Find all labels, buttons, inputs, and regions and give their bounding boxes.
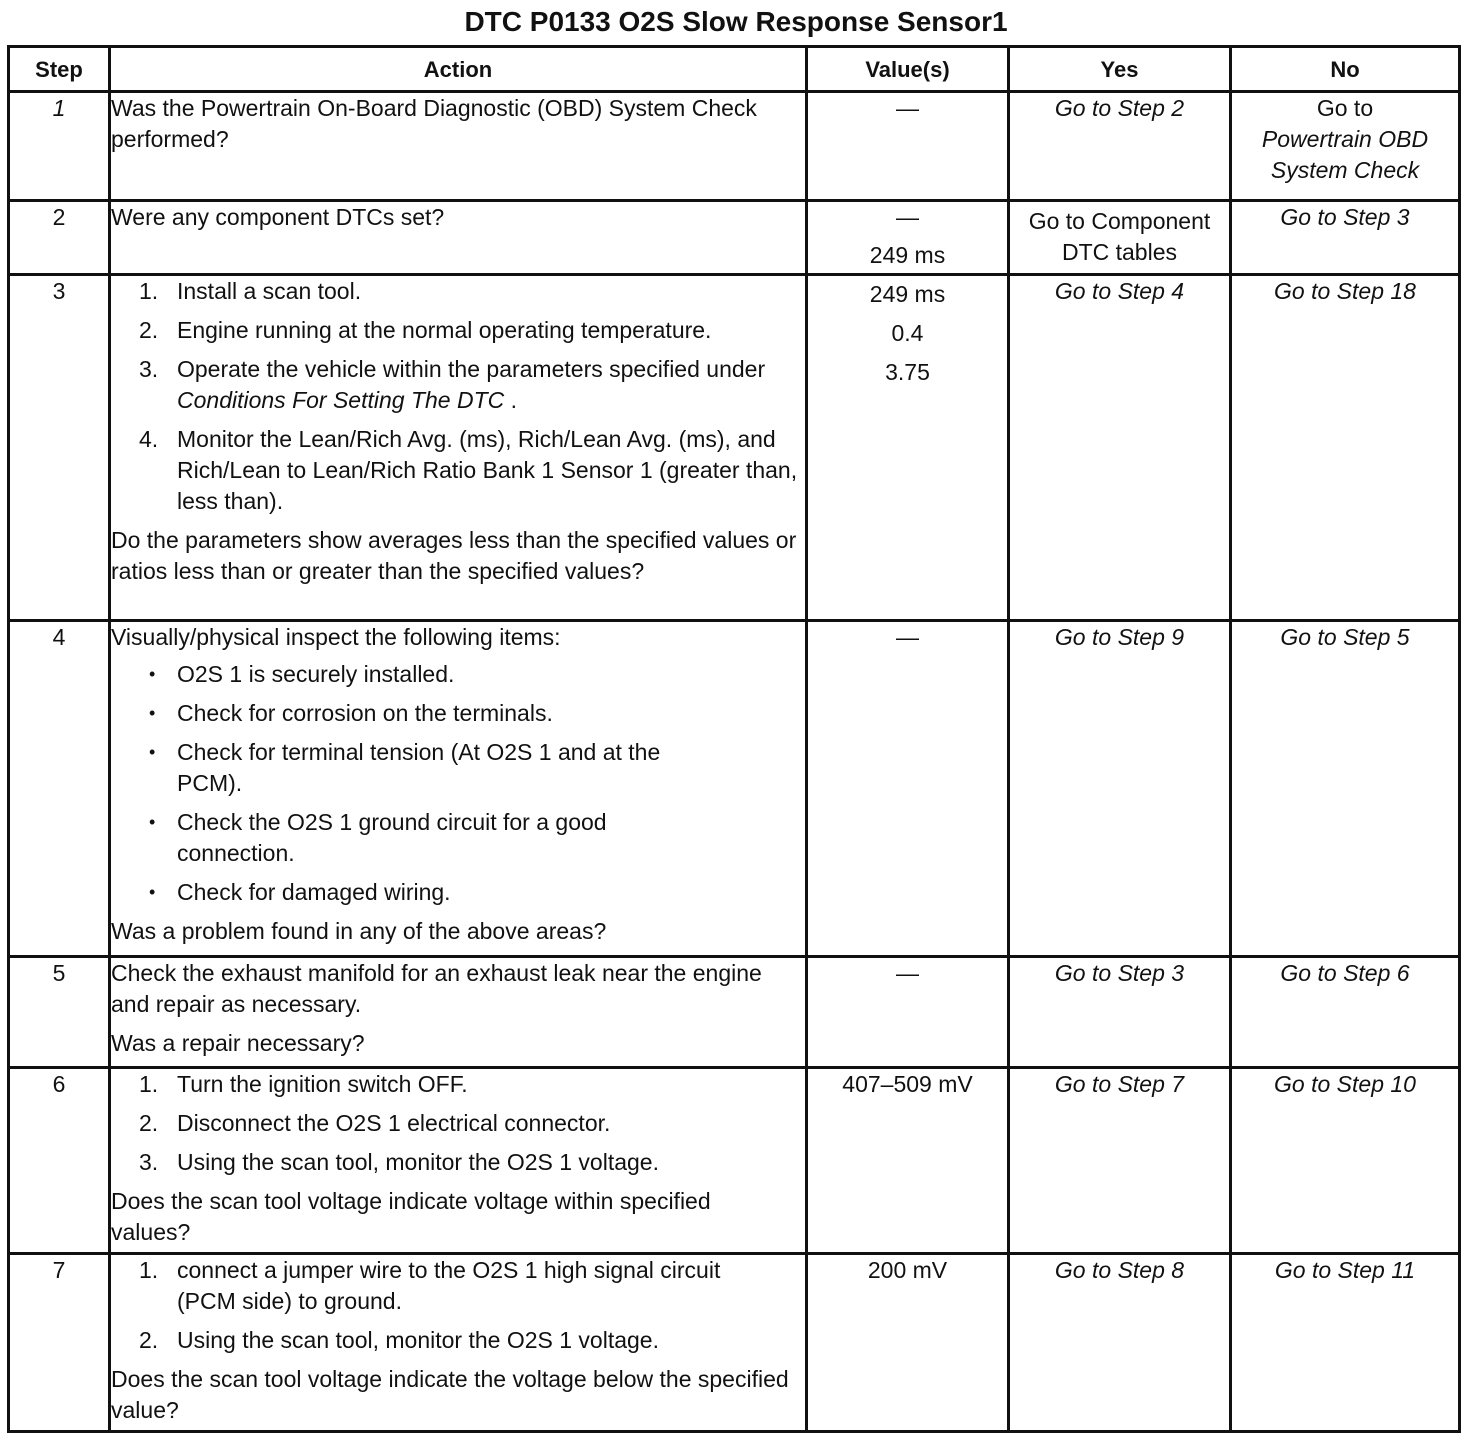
value-lean-rich-avg: 249 ms: [869, 242, 946, 268]
list-item: 1. Turn the ignition switch OFF.: [139, 1071, 468, 1097]
no-cell: Go to Step 6: [1231, 957, 1460, 1068]
step-number: 6: [9, 1068, 110, 1254]
step-number: 2: [9, 201, 110, 275]
list-item: • O2S 1 is securely installed.: [149, 661, 455, 687]
question-text: Was a repair necessary?: [111, 1030, 365, 1056]
no-cell: Go to Step 5: [1231, 621, 1460, 957]
value-ratio-min: 0.4: [891, 320, 924, 346]
no-cell: [1231, 92, 1460, 201]
header-no: No: [1231, 47, 1460, 92]
step-number: 4: [9, 621, 110, 957]
value-ratio-max: 3.75: [885, 359, 930, 385]
value-cell: —: [807, 201, 1009, 275]
list-item: • Check for terminal tension (At O2S 1 and at the PCM).: [149, 739, 661, 796]
value-cell: 407–509 mV: [807, 1068, 1009, 1254]
action-cell: [110, 275, 807, 621]
table-row: [9, 957, 1460, 1068]
value-cell: —: [807, 957, 1009, 1068]
question-text: Do the parameters show averages less than the specified values or ratios less than or greater than the specified values?: [111, 527, 797, 584]
yes-cell: Go to Step 4: [1009, 275, 1231, 621]
list-item: 2. Using the scan tool, monitor the O2S 1 voltage.: [139, 1327, 659, 1353]
list-item: 3. Operate the vehicle within the parameters specified under Conditions For Setting The DTC .: [139, 356, 766, 413]
diagnostic-table: [7, 45, 1461, 1433]
table-row: [9, 92, 1460, 201]
value-rich-lean-avg: 249 ms: [869, 281, 946, 307]
table-row: [9, 201, 1460, 275]
yes-target: Go to Component DTC tables: [1028, 208, 1211, 265]
value-cell: —: [807, 92, 1009, 201]
list-item: 2. Engine running at the normal operating temperature.: [139, 317, 712, 343]
procedure-list: [111, 276, 805, 517]
question-text: Does the scan tool voltage indicate voltage within specified values?: [111, 1188, 711, 1245]
table-row: [9, 1254, 1460, 1432]
yes-cell: Go to Step 3: [1009, 957, 1231, 1068]
no-cell: Go to Step 10: [1231, 1068, 1460, 1254]
procedure-list: [111, 1255, 805, 1356]
no-cell: Go to Step 3: [1231, 201, 1460, 275]
list-item: • Check the O2S 1 ground circuit for a good connection.: [149, 809, 607, 866]
action-text: Were any component DTCs set?: [111, 204, 445, 230]
action-cell: [110, 957, 807, 1068]
step-number: 5: [9, 957, 110, 1068]
action-cell: [110, 1068, 807, 1254]
step-number: 1: [9, 92, 110, 201]
list-item: 3. Using the scan tool, monitor the O2S 1 voltage.: [139, 1149, 659, 1175]
step-number: 7: [9, 1254, 110, 1432]
no-cell: Go to Step 18: [1231, 275, 1460, 621]
yes-cell: Go to Step 2: [1009, 92, 1231, 201]
list-item: 4. Monitor the Lean/Rich Avg. (ms), Rich/Lean Avg. (ms), and Rich/Lean to Lean/Rich Ratio Bank 1 Sensor 1 (greater than, less than).: [139, 426, 798, 514]
conditions-reference: Conditions For Setting The DTC: [177, 387, 505, 413]
list-item: • Check for corrosion on the terminals.: [149, 700, 553, 726]
list-item: 1. Install a scan tool.: [139, 278, 362, 304]
page-title: DTC P0133 O2S Slow Response Sensor1: [464, 6, 1008, 37]
header-yes: Yes: [1009, 47, 1231, 92]
yes-cell: [1009, 201, 1231, 275]
value-cell: [807, 242, 1009, 621]
action-text: Was the Powertrain On-Board Diagnostic (OBD) System Check performed?: [111, 95, 757, 152]
header-row: [9, 47, 1460, 92]
list-item: 1. connect a jumper wire to the O2S 1 high signal circuit (PCM side) to ground.: [139, 1257, 721, 1314]
no-prefix: Go to: [1316, 95, 1374, 121]
question-text: Does the scan tool voltage indicate the voltage below the specified value?: [111, 1366, 789, 1423]
header-action: Action: [110, 47, 807, 92]
action-cell: [110, 621, 807, 957]
action-cell: [110, 92, 807, 201]
header-step: Step: [9, 47, 110, 92]
inspection-list: [111, 659, 805, 908]
action-cell: [110, 1254, 807, 1432]
action-text: Check the exhaust manifold for an exhaust leak near the engine and repair as necessary.: [111, 960, 762, 1017]
no-target: Powertrain OBD System Check: [1261, 126, 1429, 183]
table-row: [9, 275, 1460, 621]
question-text: Was a problem found in any of the above areas?: [111, 918, 607, 944]
inspect-intro: Visually/physical inspect the following items:: [111, 624, 561, 650]
value-cell: 200 mV: [807, 1254, 1009, 1432]
yes-cell: Go to Step 9: [1009, 621, 1231, 957]
table-row: [9, 621, 1460, 957]
yes-cell: Go to Step 8: [1009, 1254, 1231, 1432]
yes-cell: Go to Step 7: [1009, 1068, 1231, 1254]
table-row: [9, 1068, 1460, 1254]
list-item: 2. Disconnect the O2S 1 electrical connector.: [139, 1110, 611, 1136]
list-item: • Check for damaged wiring.: [149, 879, 451, 905]
action-cell: [110, 201, 807, 275]
procedure-list: [111, 1069, 805, 1178]
value-cell: —: [807, 621, 1009, 957]
header-values: Value(s): [807, 47, 1009, 92]
step-number: 3: [9, 275, 110, 621]
no-cell: Go to Step 11: [1231, 1254, 1460, 1432]
